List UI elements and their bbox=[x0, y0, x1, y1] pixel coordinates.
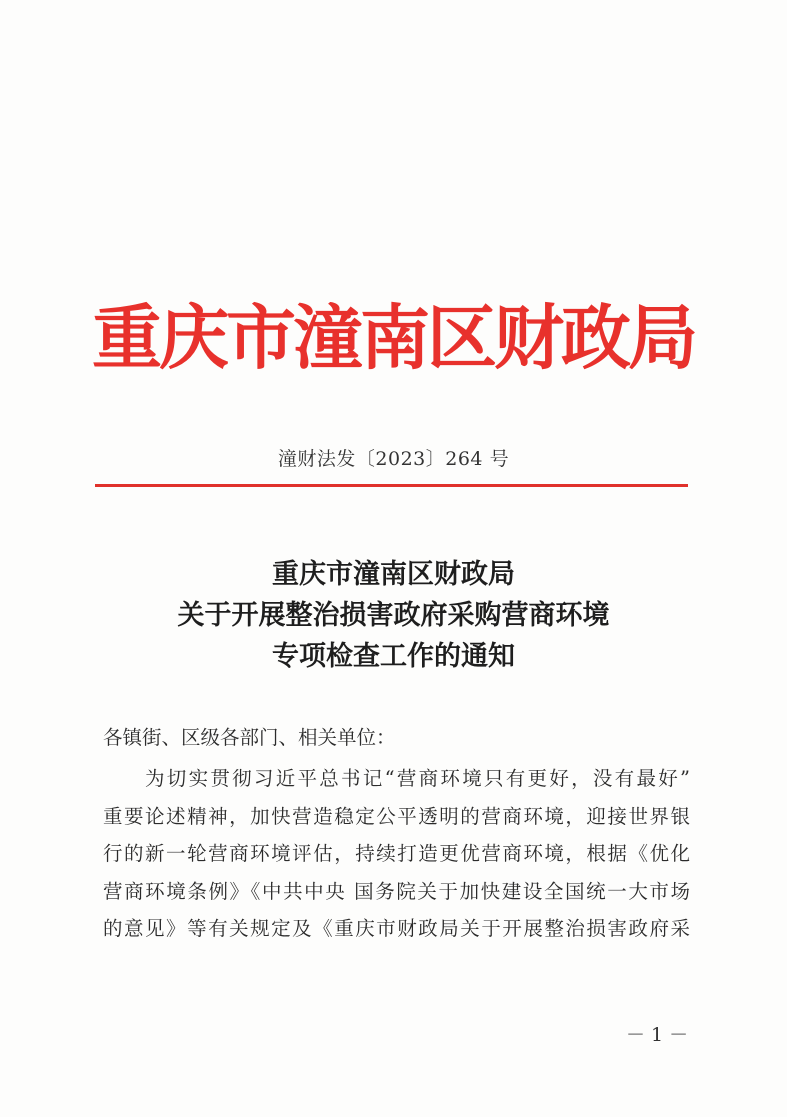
body-line-1: 为切实贯彻习近平总书记“营商环境只有更好，没有最好” bbox=[145, 767, 690, 790]
title-line-3: 专项检查工作的通知 bbox=[272, 641, 515, 672]
title-line-2: 关于开展整治损害政府采购营商环境 bbox=[177, 600, 610, 631]
document-title bbox=[0, 554, 787, 677]
salutation: 各镇街、区级各部门、相关单位： bbox=[103, 726, 396, 749]
body-line-4: 营商环境条例》《中共中央 国务院关于加快建设全国统一大市场 bbox=[103, 879, 690, 903]
body-line-5: 的意见》等有关规定及《重庆市财政局关于开展整治损害政府采 bbox=[103, 917, 690, 940]
body-line-3: 行的新一轮营商环境评估，持续打造更优营商环境，根据《优化 bbox=[103, 842, 690, 865]
title-line-1: 重庆市潼南区财政局 bbox=[272, 559, 515, 590]
document-number: 潼财法发〔2023〕264 号 bbox=[277, 448, 510, 470]
body-paragraph bbox=[103, 760, 690, 948]
body-line-2: 重要论述精神，加快营造稳定公平透明的营商环境，迎接世界银 bbox=[103, 804, 690, 828]
red-divider-line bbox=[95, 484, 688, 487]
issuer-masthead: 重庆市潼南区财政局 bbox=[92, 296, 695, 379]
page-number: － 1 － bbox=[626, 1024, 689, 1046]
